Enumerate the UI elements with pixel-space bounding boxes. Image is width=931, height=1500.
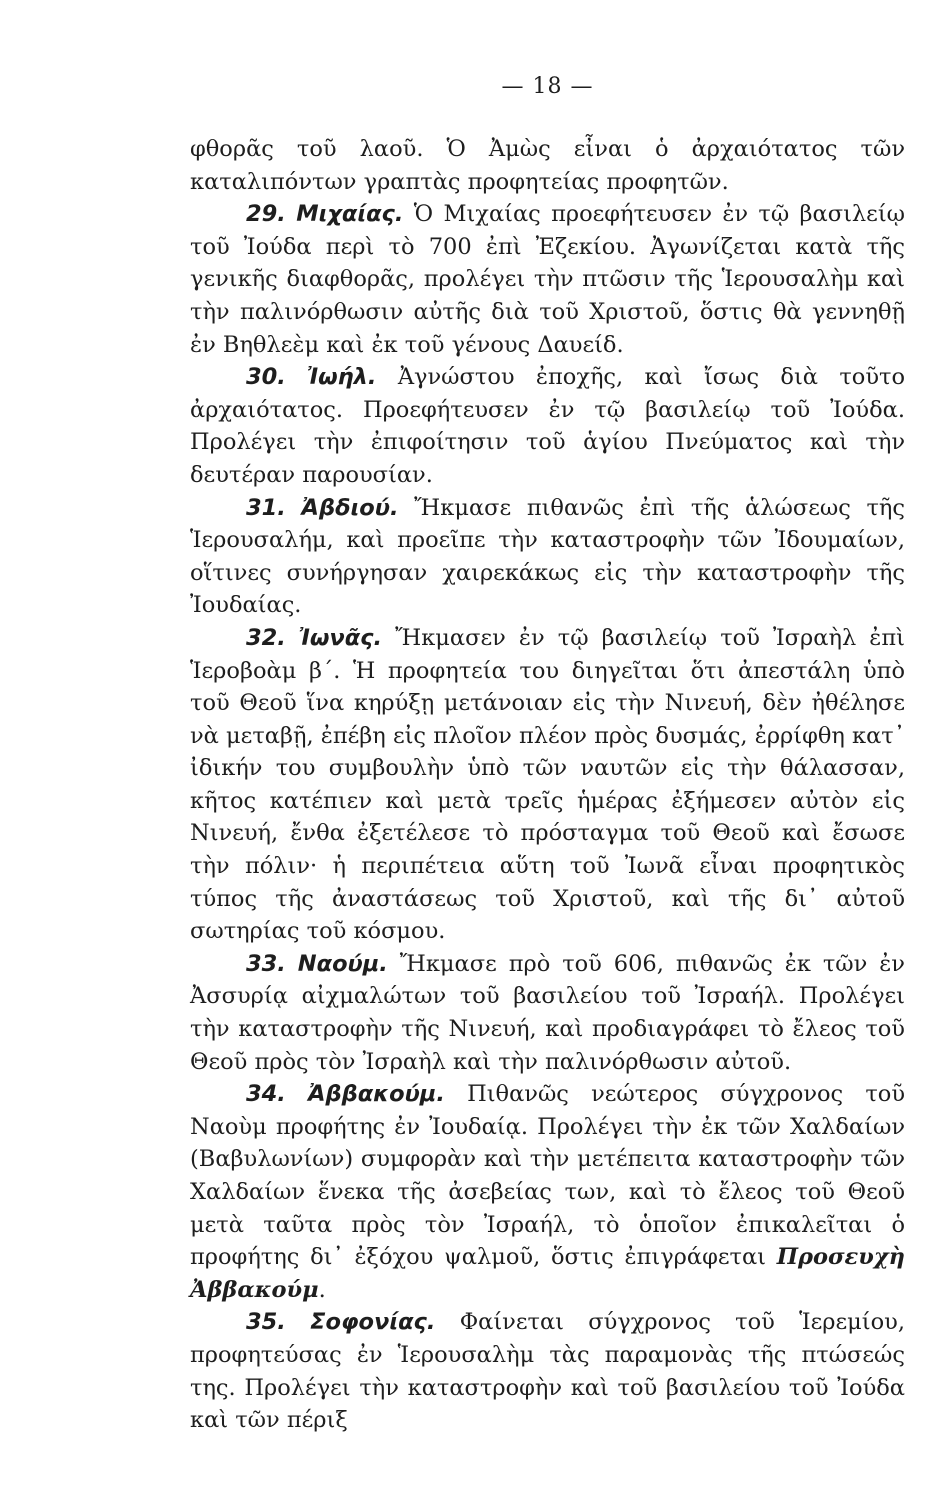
prophet-name: Ἀββακούμ. bbox=[308, 1081, 445, 1108]
prophet-name: Ἰωήλ. bbox=[307, 364, 377, 391]
entry-text: Πιθανῶς νεώτερος σύγχρονος τοῦ Ναοὺμ προφήτης ἐν Ἰουδαίᾳ. Προλέγει τὴν ἐκ τῶν Χαλδαίων (Βαβυλωνίων) συμφορὰν καὶ τὴν μετέπειτα καταστροφὴν τῶν Χαλδαίων ἕνεκα τῆς ἀσεβείας των, καὶ τὸ ἔλεος τοῦ Θεοῦ μετὰ ταῦτα πρὸς τὸν Ἰσραήλ, τὸ ὁποῖον ἐπικαλεῖται ὁ προφήτης δι᾽ ἐξόχου ψαλμοῦ, ὅστις ἐπιγράφεται bbox=[190, 1081, 906, 1271]
entry-number: 30. bbox=[246, 364, 286, 391]
prophet-name: Ἰωνᾶς. bbox=[298, 624, 383, 651]
entry-29 bbox=[190, 198, 905, 361]
entry-35 bbox=[190, 1306, 905, 1436]
entry-text: Ἤκμασε πιθανῶς ἐπὶ τῆς ἁλώσεως τῆς Ἱερουσαλήμ, καὶ προεῖπε τὴν καταστροφὴν τῶν Ἰδουμαίων, οἵτινες συνήργησαν χαιρεκάκως εἰς τὴν καταστροφὴν τῆς Ἰουδαίας. bbox=[190, 494, 906, 619]
entry-text: Ἀγνώστου ἐποχῆς, καὶ ἴσως διὰ τοῦτο ἀρχαιότατος. Προεφήτευσεν ἐν τῷ βασιλείῳ τοῦ Ἰούδα. Προλέγει τὴν ἐπιφοίτησιν τοῦ ἁγίου Πνεύματος καὶ τὴν δευτέραν παρουσίαν. bbox=[190, 364, 905, 488]
entry-text-end: . bbox=[318, 1276, 326, 1303]
entry-text: Φαίνεται σύγχρονος τοῦ Ἱερεμίου, προφητεύσας ἐν Ἱερουσαλὴμ τὰς παραμονὰς τῆς πτώσεώς της. Προλέγει τὴν καταστροφὴν καὶ τοῦ βασιλείου τοῦ Ἰούδα καὶ τῶν πέριξ bbox=[190, 1309, 905, 1434]
prophet-name: Ἀβδιού. bbox=[301, 494, 399, 521]
entry-number: 33. bbox=[246, 950, 286, 977]
page-body bbox=[190, 133, 905, 1437]
entry-text: Ἤκμασε πρὸ τοῦ 606, πιθανῶς ἐκ τῶν ἐν Ἀσσυρίᾳ αἰχμαλώτων τοῦ βασιλείου τοῦ Ἰσραήλ. Προλέγει τὴν καταστροφὴν τῆς Νινευή, καὶ προδιαγράφει τὸ ἔλεος τοῦ Θεοῦ πρὸς τὸν Ἰσραὴλ καὶ τὴν παλινόρθωσιν αὐτοῦ. bbox=[190, 950, 905, 1075]
prophet-name: Σοφονίας. bbox=[310, 1309, 436, 1336]
psalm-title: Προσευχὴ Ἀββακούμ bbox=[190, 1244, 905, 1303]
entry-text: Ἤκμασεν ἐν τῷ βασιλείῳ τοῦ Ἰσραὴλ ἐπὶ Ἱεροβοὰμ β΄. Ἡ προφητεία του διηγεῖται ὅτι ἀπεστάλη ὑπὸ τοῦ Θεοῦ ἵνα κηρύξῃ μετάνοιαν εἰς τὴν Νινευή, δὲν ἠθέλησε νὰ μεταβῇ, ἐπέβη εἰς πλοῖον πλέον πρὸς δυσμάς, ἐρρίφθη κατ᾽ ἰδικήν του συμβουλὴν ὑπὸ τῶν ναυτῶν εἰς τὴν θάλασσαν, κῆτος κατέπιεν καὶ μετὰ τρεῖς ἡμέρας ἐξήμεσεν αὐτὸν εἰς Νινευή, ἔνθα ἐξετέλεσε τὸ πρόσταγμα τοῦ Θεοῦ καὶ ἔσωσε τὴν πόλιν· ἡ περιπέτεια αὕτη τοῦ Ἰωνᾶ εἶναι προφητικὸς τύπος τῆς ἀναστάσεως τοῦ Χριστοῦ, καὶ τῆς δι᾽ αὐτοῦ σωτηρίας τοῦ κόσμου. bbox=[190, 624, 905, 945]
prophet-name: Ναούμ. bbox=[297, 950, 388, 977]
entry-number: 32. bbox=[246, 624, 286, 651]
entry-32 bbox=[190, 622, 905, 948]
entry-text: Ὁ Μιχαίας προεφήτευσεν ἐν τῷ βασιλείῳ τοῦ Ἰούδα περὶ τὸ 700 ἐπὶ Ἐζεκίου. Ἀγωνίζεται κατὰ τῆς γενικῆς διαφθορᾶς, προλέγει τὴν πτῶσιν τῆς Ἱερουσαλὴμ καὶ τὴν παλινόρθωσιν αὐτῆς διὰ τοῦ Χριστοῦ, ὅστις θὰ γεννηθῇ ἐν Βηθλεὲμ καὶ ἐκ τοῦ γένους Δαυείδ. bbox=[190, 201, 906, 358]
entry-number: 29. bbox=[246, 201, 286, 228]
entry-number: 31. bbox=[246, 494, 286, 521]
entry-34 bbox=[190, 1078, 905, 1306]
prophet-name: Μιχαίας. bbox=[296, 201, 404, 228]
intro-paragraph: φθορᾶς τοῦ λαοῦ. Ὁ Ἀμὼς εἶναι ὁ ἀρχαιότατος τῶν καταλιπόντων γραπτὰς προφητείας προφητῶν. bbox=[190, 136, 905, 195]
page-number: — 18 — bbox=[501, 74, 594, 99]
entry-31 bbox=[190, 492, 905, 622]
entry-number: 34. bbox=[246, 1081, 286, 1108]
entry-33 bbox=[190, 948, 905, 1078]
entry-number: 35. bbox=[246, 1309, 286, 1336]
entry-30 bbox=[190, 361, 905, 491]
